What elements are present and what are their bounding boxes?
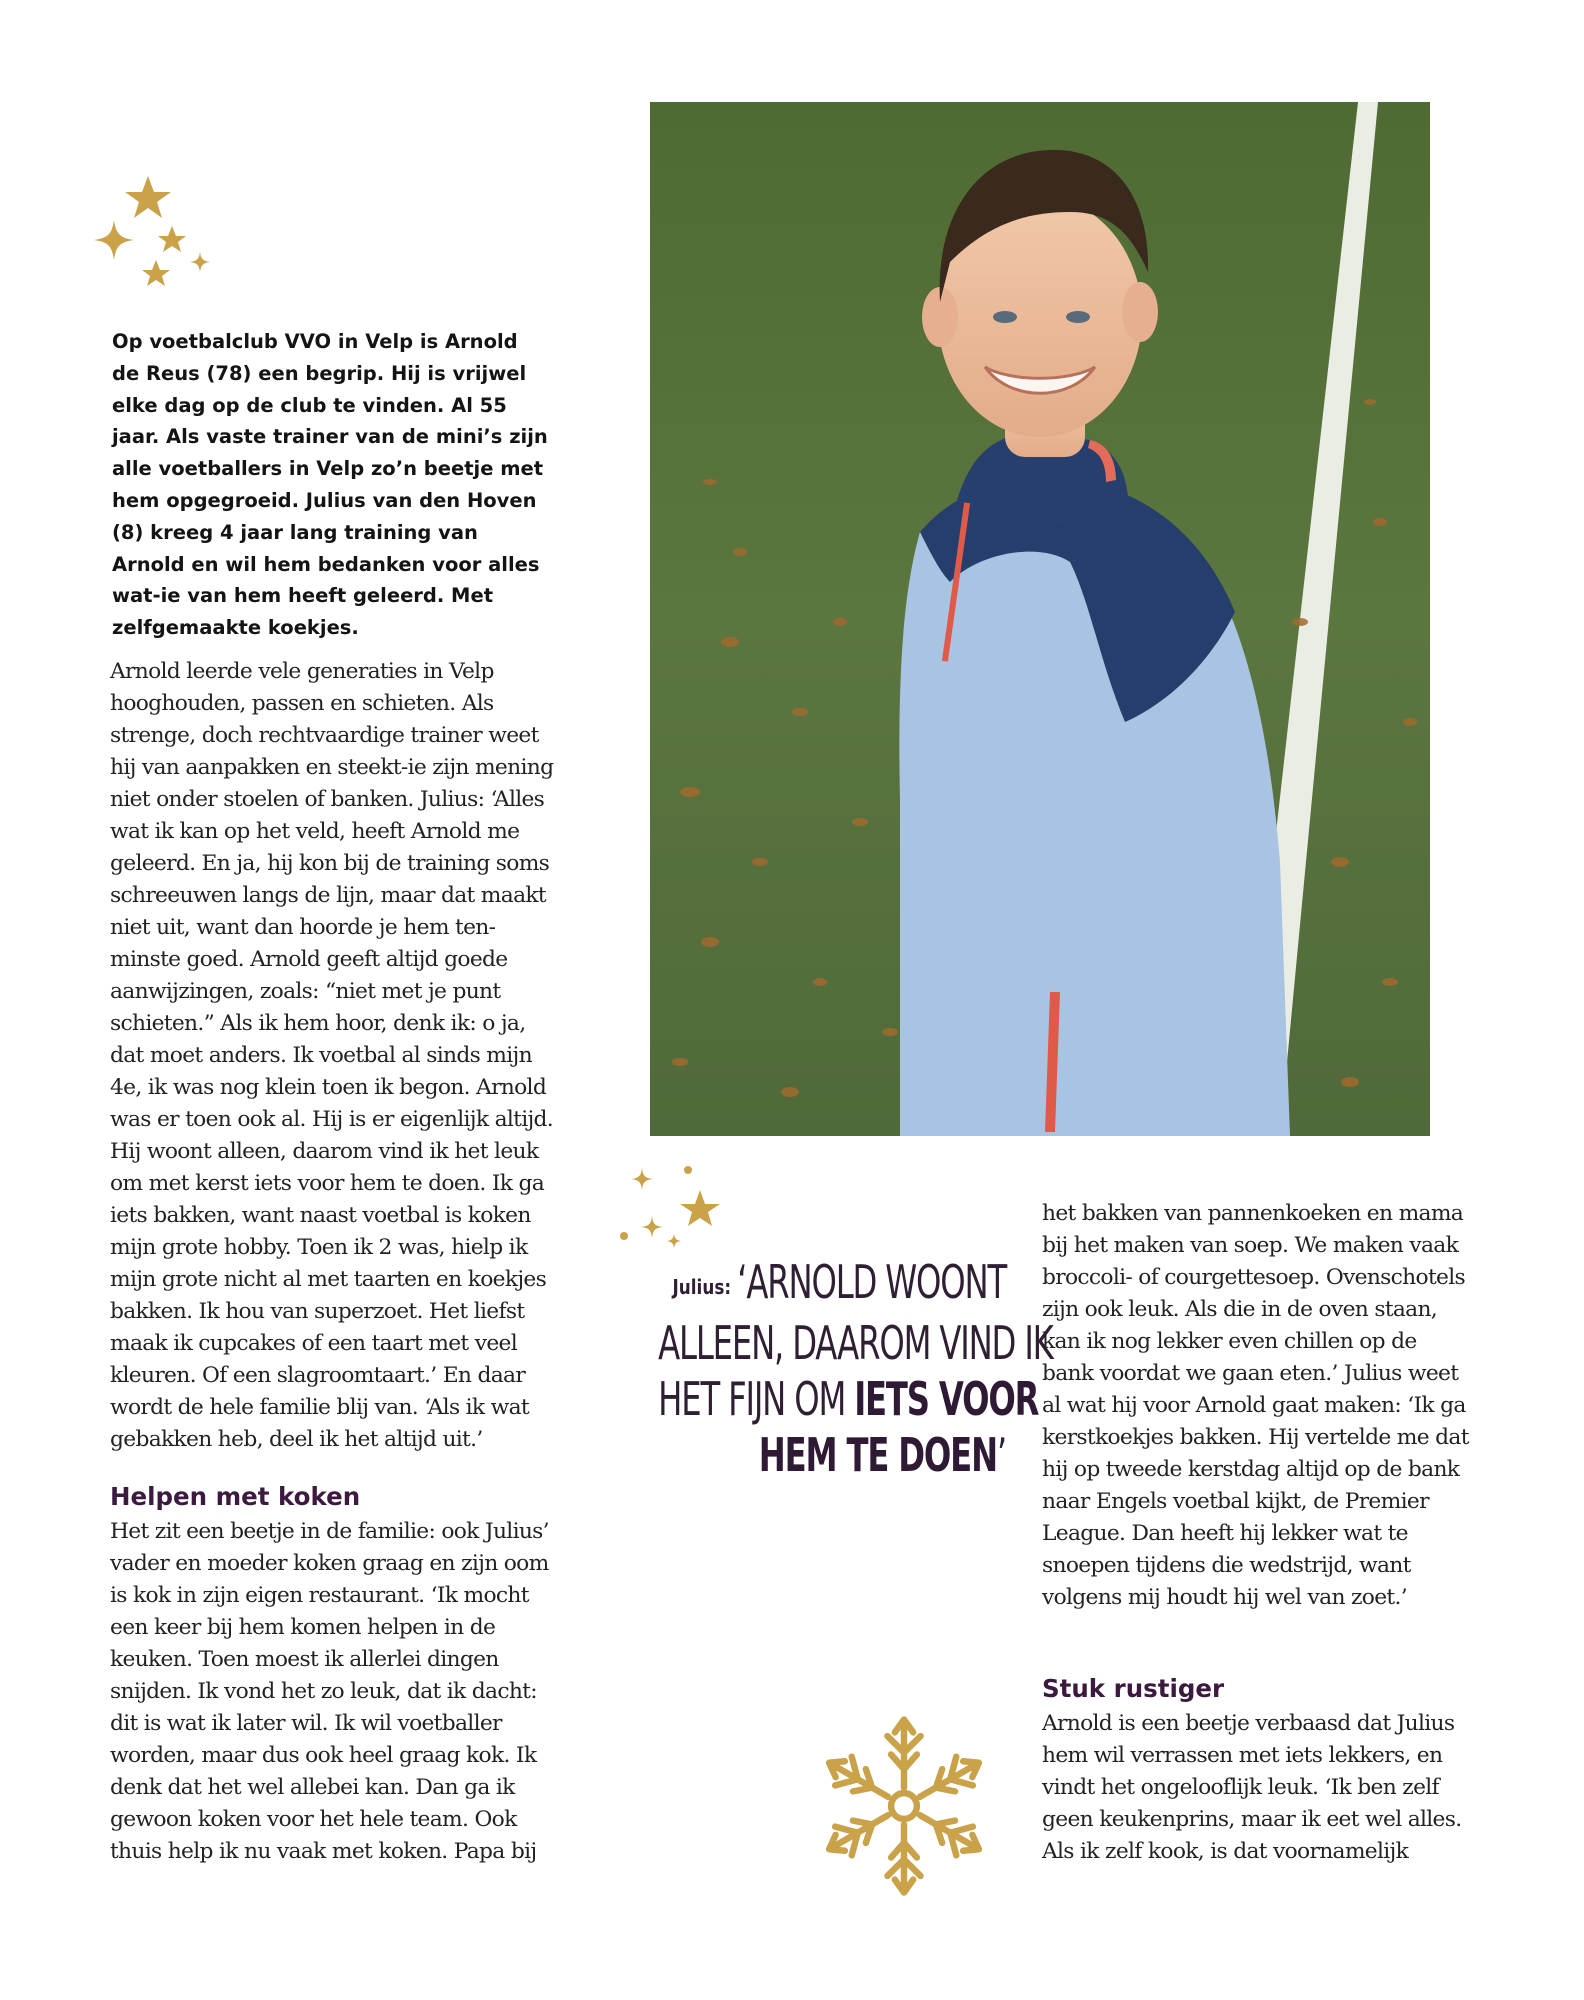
body-text-column-2-continued: Arnold is een beetje verbaasd dat Julius hem wil verrassen met iets lekkers, en vindt het ongelooflijk leuk. ‘Ik ben zelf geen keukenprins, maar ik eet wel alles. Als ik zelf kook, is dat voornamelijk	[1042, 1711, 1462, 1864]
body-text-column-1-continued: Het zit een beetje in de familie: ook Julius’ vader en moeder koken graag en zijn oom is kok in zijn eigen restaurant. ‘Ik mocht een keer bij hem komen helpen in de keuken. Toen moest ik allerlei dingen snijden. Ik vond het zo leuk, dat ik dacht: dit is wat ik later wil. Ik wil voetballer worden, maar dus ook heel graag kok. Ik denk dat het wel allebei kan. Dan ga ik gewoon koken voor het hele team. Ook thuis help ik nu vaak met koken. Papa bij	[110, 1519, 549, 1864]
gold-stars-icon	[612, 1160, 732, 1260]
pull-quote	[560, 1254, 1053, 1483]
pull-quote-speaker: Julius:	[672, 1275, 732, 1299]
pull-quote-line-4: HEM TE DOEN’	[758, 1428, 1006, 1482]
gold-stars-icon	[90, 172, 220, 292]
pull-quote-line-3: HET FIJN OM IETS VOOR	[658, 1372, 1039, 1426]
intro-text: Op voetbalclub VVO in Velp is Arnold de Reus (78) een begrip. Hij is vrijwel elke dag op de club te vinden. Al 55 jaar. Als vaste trainer van de mini’s zijn alle voetballers in Velp zo’n beetje met hem opgegroeid. Julius van den Hoven (8) kreeg 4 jaar lang training van Arnold en wil hem bedanken voor alles wat-ie van hem heeft geleerd. Met zelfgemaakte koekjes.	[112, 330, 548, 640]
photo-boy-on-football-field	[650, 102, 1430, 1136]
gold-snowflake-icon	[812, 1708, 996, 1904]
body-text-column-2: het bakken van pannenkoeken en mama bij het maken van soep. We maken vaak broccoli- of courgettesoep. Ovenschotels zijn ook leuk. Als die in de oven staan, kan ik nog lekker even chillen op de bank voordat we gaan eten.’ Julius weet al wat hij voor Arnold gaat maken: ‘Ik ga kerstkoekjes bakken. Hij vertelde me dat hij op tweede kerstdag altijd op de bank naar Engels voetbal kijkt, de Premier League. Dan heeft hij lekker wat te snoepen tijdens die wedstrijd, want volgens mij houdt hij wel van zoet.’	[1042, 1201, 1469, 1610]
pull-quote-line-2: ALLEEN, DAAROM VIND IK	[658, 1316, 1053, 1370]
section-heading-helpen: Helpen met koken	[110, 1482, 361, 1511]
body-text-column-1: Arnold leerde vele generaties in Velp hooghouden, passen en schieten. Als strenge, doch rechtvaardige trainer weet hij van aanpakken en steekt-ie zijn mening niet onder stoelen of banken. Julius: ‘Alles wat ik kan op het veld, heeft Arnold me geleerd. En ja, hij kon bij de training soms schreeuwen langs de lijn, maar dat maakt niet uit, want dan hoorde je hem ten-minste goed. Arnold geeft altijd goede aanwijzingen, zoals: “niet met je punt schieten.” Als ik hem hoor, denk ik: o ja, dat moet anders. Ik voetbal al sinds mijn 4e, ik was nog klein toen ik begon. Arnold was er toen ook al. Hij is er eigenlijk altijd. Hij woont alleen, daarom vind ik het leuk om met kerst iets voor hem te doen. Ik ga iets bakken, want naast voetbal is koken mijn grote hobby. Toen ik 2 was, hielp ik mijn grote nicht al met taarten en koekjes bakken. Ik hou van superzoet. Het liefst maak ik cupcakes of een taart met veel kleuren. Of een slagroomtaart.’ En daar wordt de hele familie blij van. ‘Als ik wat gebakken heb, deel ik het altijd uit.’	[110, 659, 554, 1452]
section-heading-stuk-rustiger: Stuk rustiger	[1042, 1674, 1225, 1703]
pull-quote-line-1: Julius: ‘ARNOLD WOONT	[658, 1254, 1006, 1315]
